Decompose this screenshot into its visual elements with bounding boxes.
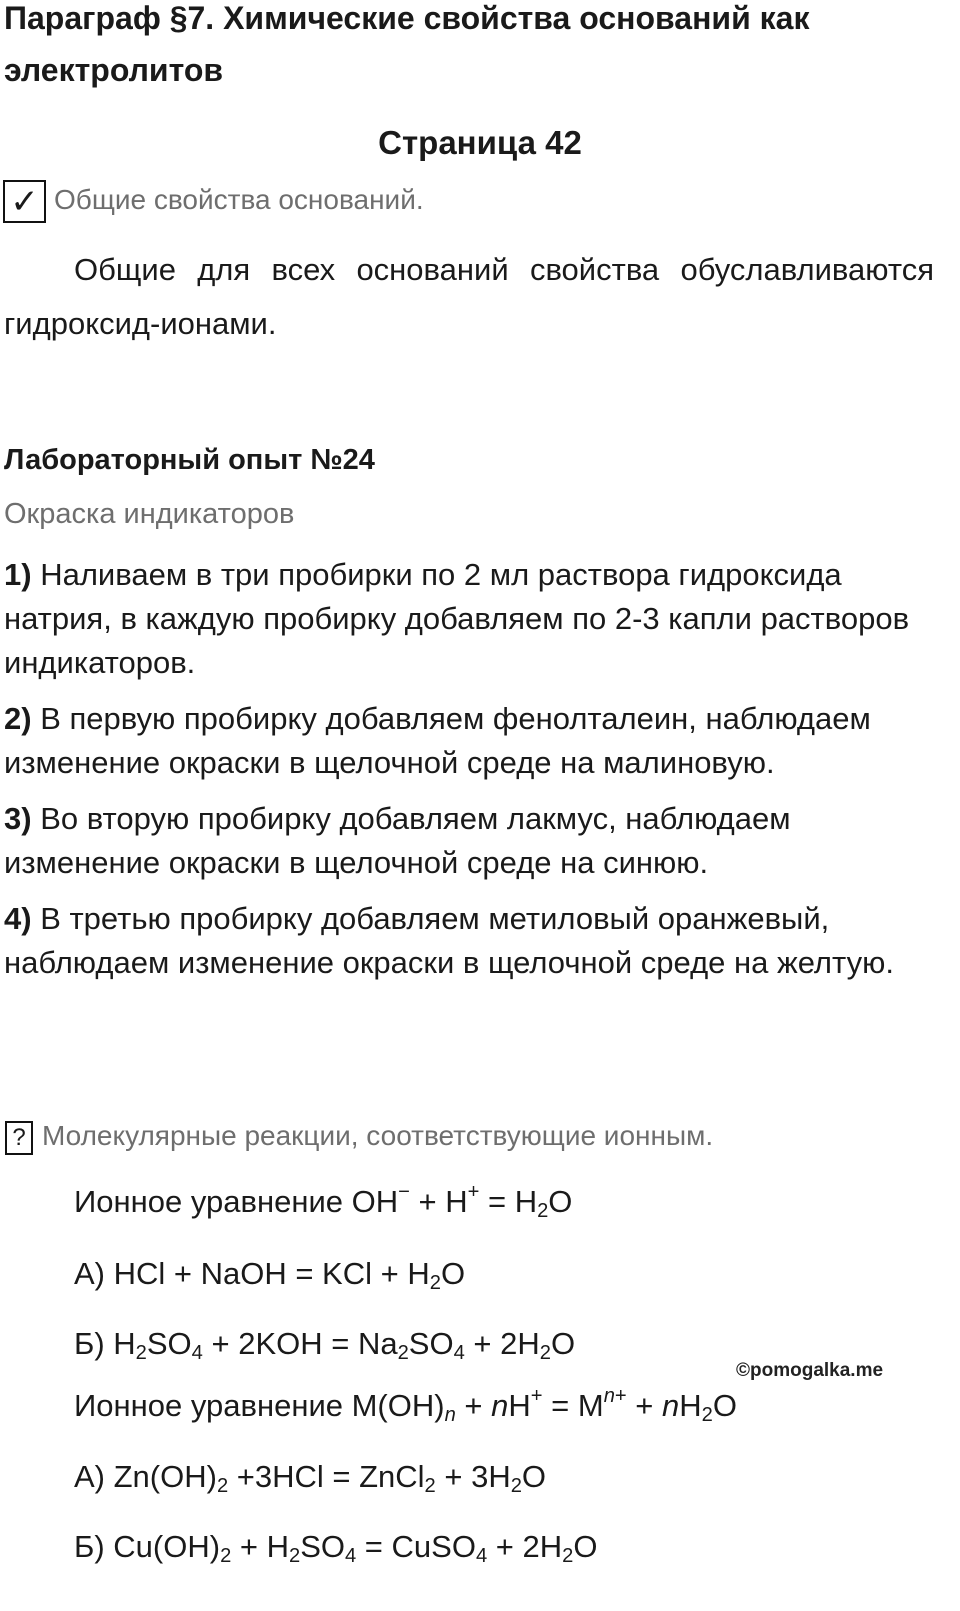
- section-label-molecular-reactions: Молекулярные реакции, соответствующие ионным.: [42, 1120, 714, 1151]
- word: всех: [271, 252, 336, 287]
- step-text: В третью пробирку добавляем метиловый оранжевый, наблюдаем изменение окраски в щелочной среде на желтую.: [4, 901, 894, 980]
- checkmark-icon: ✓: [3, 180, 46, 223]
- lab-step-4: [4, 897, 949, 985]
- equation-a2: А) $Zn(OH)_2 +3HCl$ = ZnCl$_2$ + $3H_2O$: [74, 1459, 547, 1498]
- page-title-line2: электролитов: [4, 52, 224, 88]
- word: для: [197, 252, 251, 287]
- equation-b1: Б) $H_2SO_4 + 2KOH = Na_2SO_4 + 2H_2O$: [74, 1326, 576, 1365]
- question-icon: ?: [5, 1121, 33, 1155]
- step-text: Наливаем в три пробирки по 2 мл раствора гидроксида натрия, в каждую пробирку добавляем по 2-3 капли растворов индикаторов.: [4, 557, 910, 680]
- lab-title: Лабораторный опыт №24: [4, 444, 375, 476]
- paragraph-line-2: гидроксид-ионами.: [4, 306, 277, 341]
- step-text: В первую пробирку добавляем фенолталеин, наблюдаем изменение окраски в щелочной среде на малиновую.: [4, 701, 871, 780]
- watermark: ©pomogalka.me: [736, 1360, 884, 1381]
- step-number: 4): [4, 901, 32, 936]
- ionic-equation-2: Ионное уравнение $M(OH)_n + nH^+ = M^{n+} + nH_2O$: [74, 1384, 737, 1427]
- word: свойства: [529, 252, 660, 287]
- page-title-line1: Параграф §7. Химические свойства оснований как: [4, 0, 810, 36]
- lab-step-3: [4, 797, 949, 885]
- step-number: 1): [4, 557, 32, 592]
- word: оснований: [356, 252, 509, 287]
- step-text: Во вторую пробирку добавляем лакмус, наблюдаем изменение окраски в щелочной среде на синюю.: [4, 801, 791, 880]
- page-number-heading: Страница 42: [378, 124, 582, 161]
- step-number: 3): [4, 801, 32, 836]
- section-label-general-properties: Общие свойства оснований.: [54, 184, 424, 215]
- equation-a1: А) HCl + NaOH = KCl + $H_2O$: [74, 1256, 466, 1295]
- lab-subtitle: Окраска индикаторов: [4, 498, 295, 530]
- word: Общие: [74, 252, 176, 287]
- lab-step-2: [4, 697, 949, 785]
- word: обуславливаются: [680, 252, 934, 287]
- step-number: 2): [4, 701, 32, 736]
- lab-step-1: [4, 553, 949, 685]
- paragraph-line-1: [74, 248, 934, 292]
- equation-b2: Б) $Cu(OH)_2 + H_2SO_4$ = CuSO$_4$ + $2H_2O$: [74, 1529, 598, 1568]
- ionic-equation-1: Ионное уравнение $OH^- + H^+ = H_2O$: [74, 1180, 573, 1223]
